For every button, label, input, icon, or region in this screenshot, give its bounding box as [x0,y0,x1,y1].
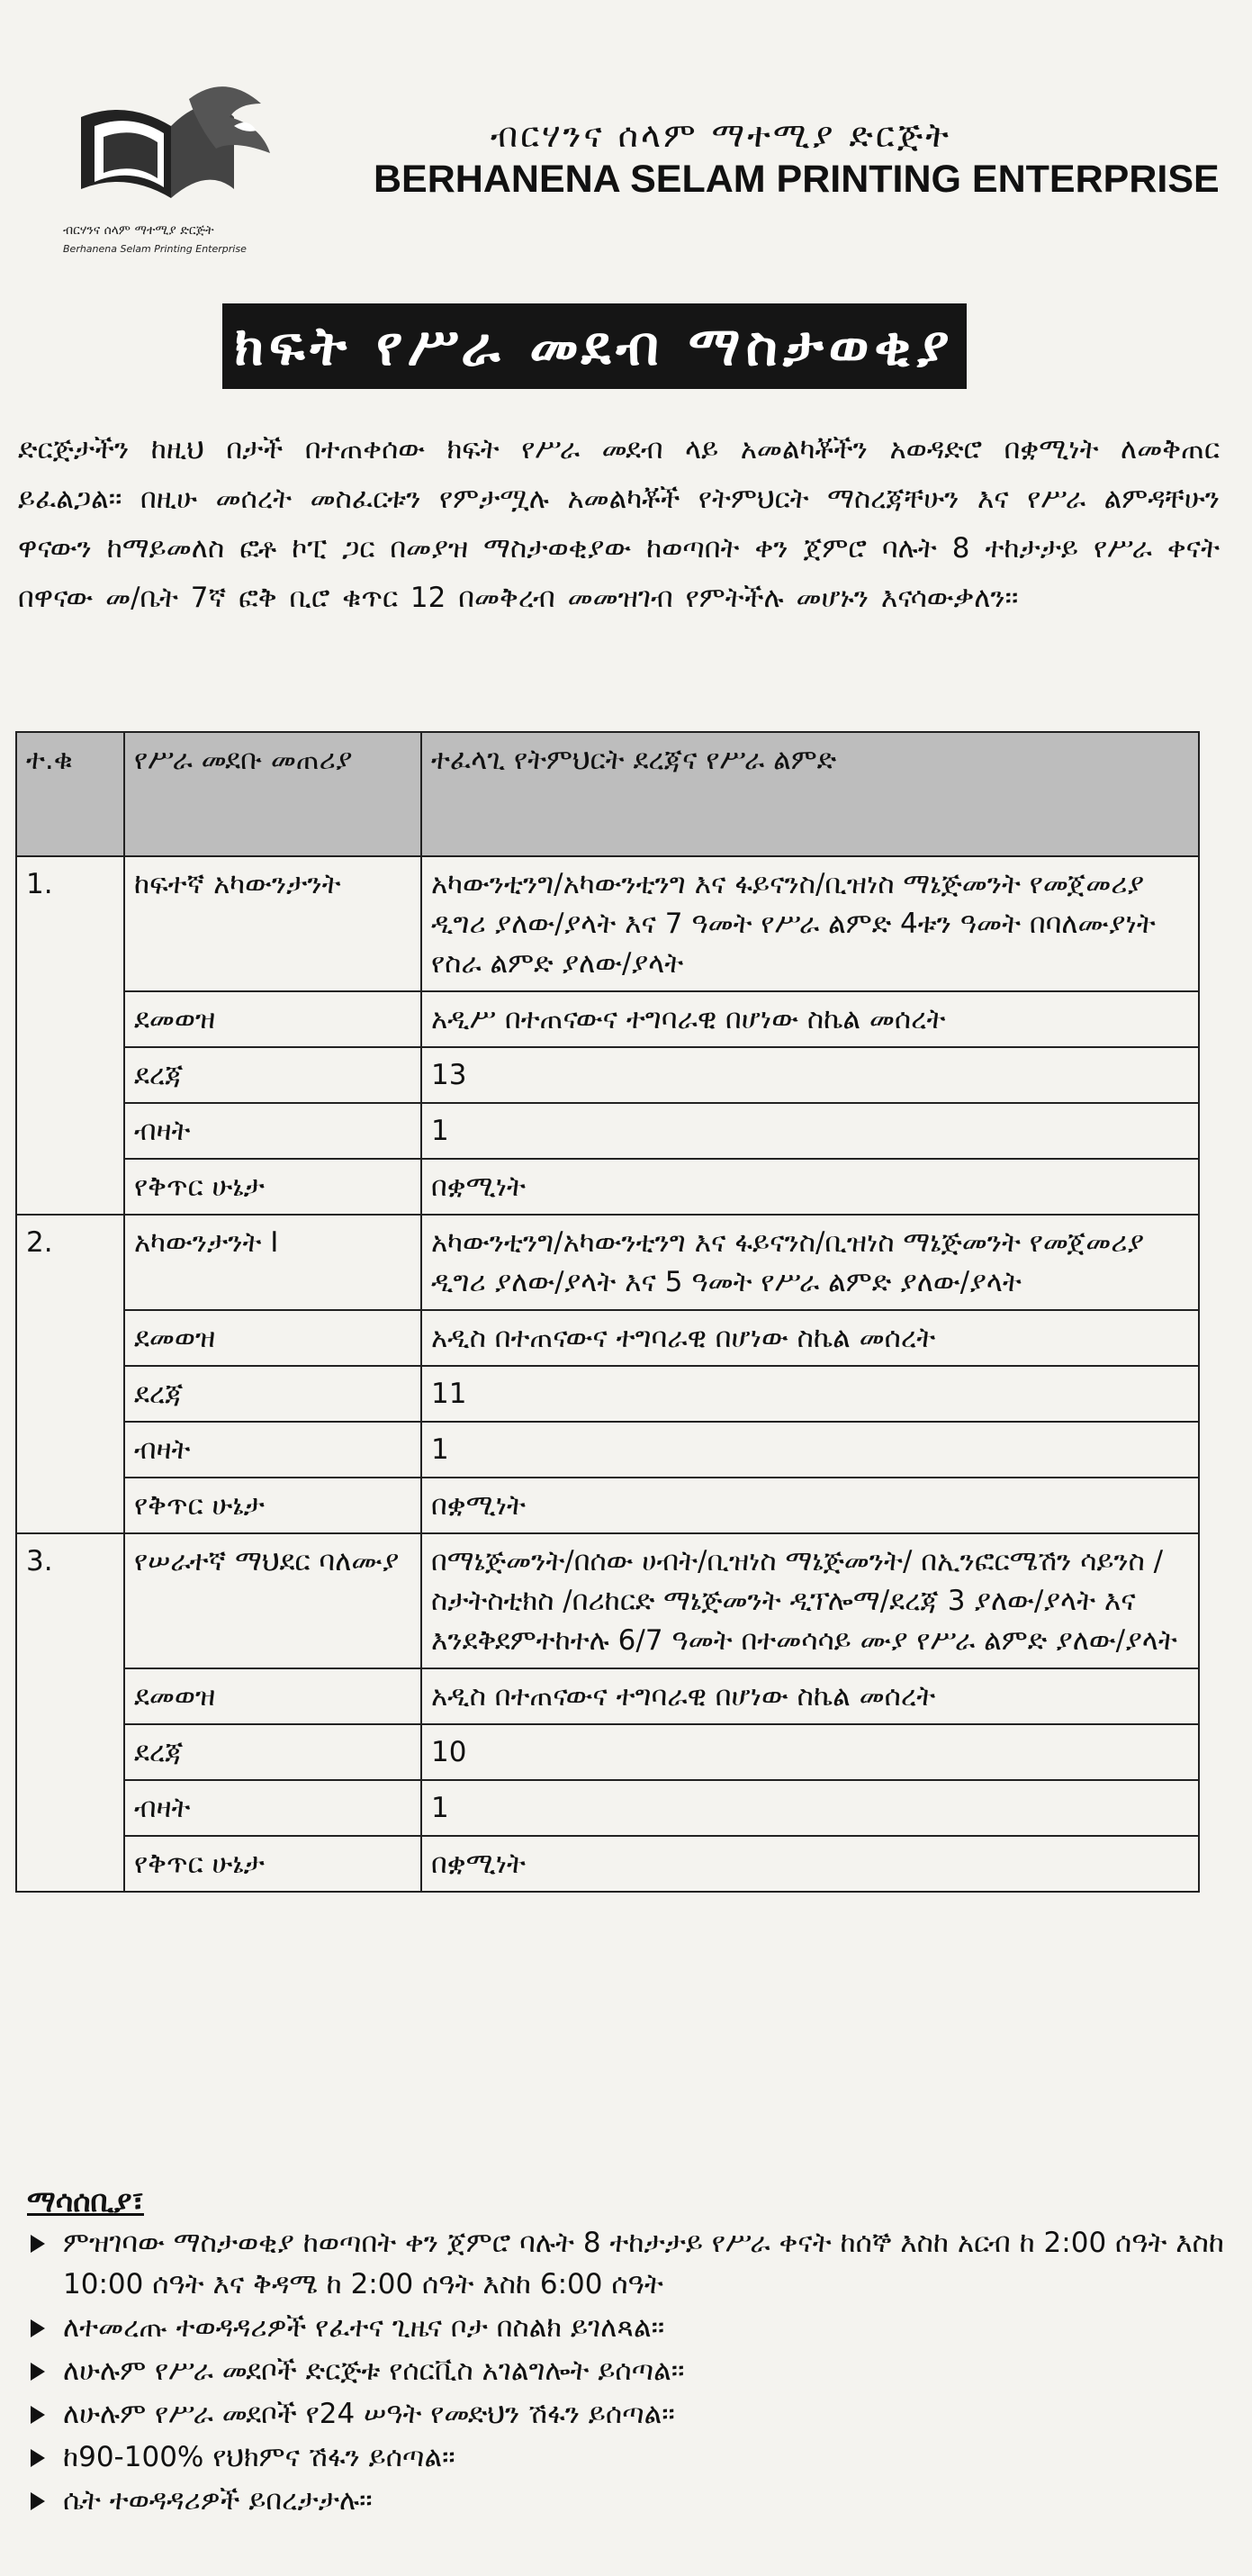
detail-value: አዲሥ በተጠናውና ተግባራዊ በሆነው ስኬል መሰረት [421,991,1199,1047]
note-text: ለሁሉም የሥራ መደቦች ድርጅቱ የሰርቪስ አገልግሎት ይሰጣል፡፡ [63,2355,685,2387]
row-number: 1. [16,856,124,1215]
detail-label: የቅጥር ሁኔታ [124,1478,421,1533]
bullet-triangle-icon [31,2363,45,2381]
header-position: የሥራ መደቡ መጠሪያ [124,732,421,856]
note-text: ለሁሉም የሥራ መደቦች የ24 ሠዓት የመድህን ሽፋን ይሰጣል፡፡ [63,2398,675,2430]
page-title: ክፍት የሥራ መደብ ማስታወቂያ [222,303,967,389]
logo [54,63,297,270]
note-text: ምዝገባው ማስታወቂያ ከወጣበት ቀን ጀምሮ ባሉት 8 ተከታታይ የሥራ ቀናት ከሰኞ እስከ አርብ ከ 2:00 ሰዓት እስከ 10:00 ሰዓት እና ቅዳሜ ከ 2:00 ሰዓት እስከ 6:00 ሰዓት [63,2227,1224,2300]
detail-label: ብዛት [124,1422,421,1478]
detail-value: 1 [421,1422,1199,1478]
table-row [16,1780,1199,1836]
list-item [27,2393,1224,2435]
table-header-row [16,732,1199,856]
header-number: ተ.ቁ [16,732,124,856]
detail-label: ብዛት [124,1780,421,1836]
detail-label: ደረጃ [124,1724,421,1780]
detail-value: አዲስ በተጠናውና ተግባራዊ በሆነው ስኬል መሰረት [421,1668,1199,1724]
detail-value: 11 [421,1366,1199,1422]
detail-label: የቅጥር ሁኔታ [124,1159,421,1215]
row-number: 3. [16,1533,124,1892]
detail-label: ደመወዝ [124,1310,421,1366]
detail-label: ደመወዝ [124,991,421,1047]
table-row [16,1668,1199,1724]
detail-value: በቋሚነት [421,1478,1199,1533]
bullet-triangle-icon [31,2449,45,2467]
table-row [16,1310,1199,1366]
detail-value: 1 [421,1103,1199,1159]
detail-label: የቅጥር ሁኔታ [124,1836,421,1892]
note-text: ለተመረጡ ተወዳዳሪዎች የፈተና ጊዜና ቦታ በስልክ ይገለጻል፡፡ [63,2311,665,2344]
table-row [16,1366,1199,1422]
detail-value: 1 [421,1780,1199,1836]
bullet-triangle-icon [31,2406,45,2424]
org-name-english: BERHANENA SELAM PRINTING ENTERPRISE [374,158,1220,201]
notes-title: ማሳሰቢያ፣ [27,2183,144,2219]
table-row [16,1159,1199,1215]
intro-paragraph: ድርጅታችን ከዚህ በታች በተጠቀሰው ክፍት የሥራ መደብ ላይ አመልካቾችን አወዳድሮ በቋሚነት ለመቅጠር ይፈልጋል፡፡ በዚሁ መሰረት መስፈርቱን የምታሟሉ አመልካቾች የትምህርት ማስረጃቸሁን እና የሥራ ልምዳቸሁን ዋናውን ከማይመለስ ፎቶ ኮፒ ጋር በመያዝ ማስታወቂያው ከወጣበት ቀን ጀምሮ ባሉት 8 ተከታታይ የሥራ ቀናት በዋናው መ/ቤት 7ኛ ፎቅ ቢሮ ቁጥር 12 በመቅረብ መመዝገብ የምትችሉ መሆኑን እናሳውቃለን፡፡ [18,433,1220,614]
detail-value: 10 [421,1724,1199,1780]
detail-value: 13 [421,1047,1199,1103]
org-name-amharic: ብርሃንና ሰላም ማተሚያ ድርጅት [491,115,951,155]
list-item [27,2436,1224,2478]
table-row [16,856,1199,991]
requirement-text: አካውንቲንግ/አካውንቲንግ እና ፋይናንስ/ቢዝነስ ማኔጅመንት የመጀመሪያ ዲግሪ ያለው/ያላት እና 5 ዓመት የሥራ ልምድ ያለው/ያላት [421,1215,1199,1310]
position-title: አካውንታንት I [124,1215,421,1310]
bullet-triangle-icon [31,2319,45,2337]
position-title: ከፍተኛ አካውንታንት [124,856,421,991]
detail-label: ብዛት [124,1103,421,1159]
table-row [16,1836,1199,1892]
detail-value: በቋሚነት [421,1159,1199,1215]
table-row [16,1047,1199,1103]
table-row [16,1533,1199,1668]
table-row [16,1215,1199,1310]
note-text: ሴት ተወዳዳሪዎች ይበረታታሉ፡፡ [63,2484,373,2517]
table-row [16,1478,1199,1533]
logo-caption-english: Berhanena Selam Printing Enterprise [63,243,247,255]
list-item [27,2350,1224,2391]
notes-list [27,2222,1224,2523]
header-requirements: ተፈላጊ የትምህርት ደረጃና የሥራ ልምድ [421,732,1199,856]
bullet-triangle-icon [31,2492,45,2510]
row-number: 2. [16,1215,124,1533]
table-row [16,991,1199,1047]
position-title: የሠራተኛ ማህደር ባለሙያ [124,1533,421,1668]
table-row [16,1724,1199,1780]
list-item [27,2222,1224,2305]
logo-caption-amharic: ብርሃንና ሰላም ማተሚያ ድርጅት [63,223,214,238]
detail-value: አዲስ በተጠናውና ተግባራዊ በሆነው ስኬል መሰረት [421,1310,1199,1366]
detail-value: በቋሚነት [421,1836,1199,1892]
requirement-text: በማኔጅመንት/በሰው ሀብት/ቢዝነስ ማኔጅመንት/ በኢንፎርሜሽን ሳይንስ /ስታትስቲክስ /በሪከርድ ማኔጅመንት ዲፕሎማ/ደረጃ 3 ያለው/ያላት እና እንደቅደምተከተሉ 6/7 ዓመት በተመሳሳይ ሙያ የሥራ ልምድ ያለው/ያላት [421,1533,1199,1668]
requirement-text: አካውንቲንግ/አካውንቲንግ እና ፋይናንስ/ቢዝነስ ማኔጅመንት የመጀመሪያ ዲግሪ ያለው/ያላት እና 7 ዓመት የሥራ ልምድ 4ቱን ዓመት በባለሙያነት የስራ ልምድ ያለው/ያላት [421,856,1199,991]
detail-label: ደመወዝ [124,1668,421,1724]
note-text: ከ90-100% የህክምና ሽፋን ይሰጣል፡፡ [63,2441,455,2473]
vacancy-table [15,731,1200,1893]
detail-label: ደረጃ [124,1047,421,1103]
bullet-triangle-icon [31,2235,45,2253]
detail-label: ደረጃ [124,1366,421,1422]
list-item [27,2480,1224,2521]
table-row [16,1103,1199,1159]
table-row [16,1422,1199,1478]
list-item [27,2307,1224,2348]
